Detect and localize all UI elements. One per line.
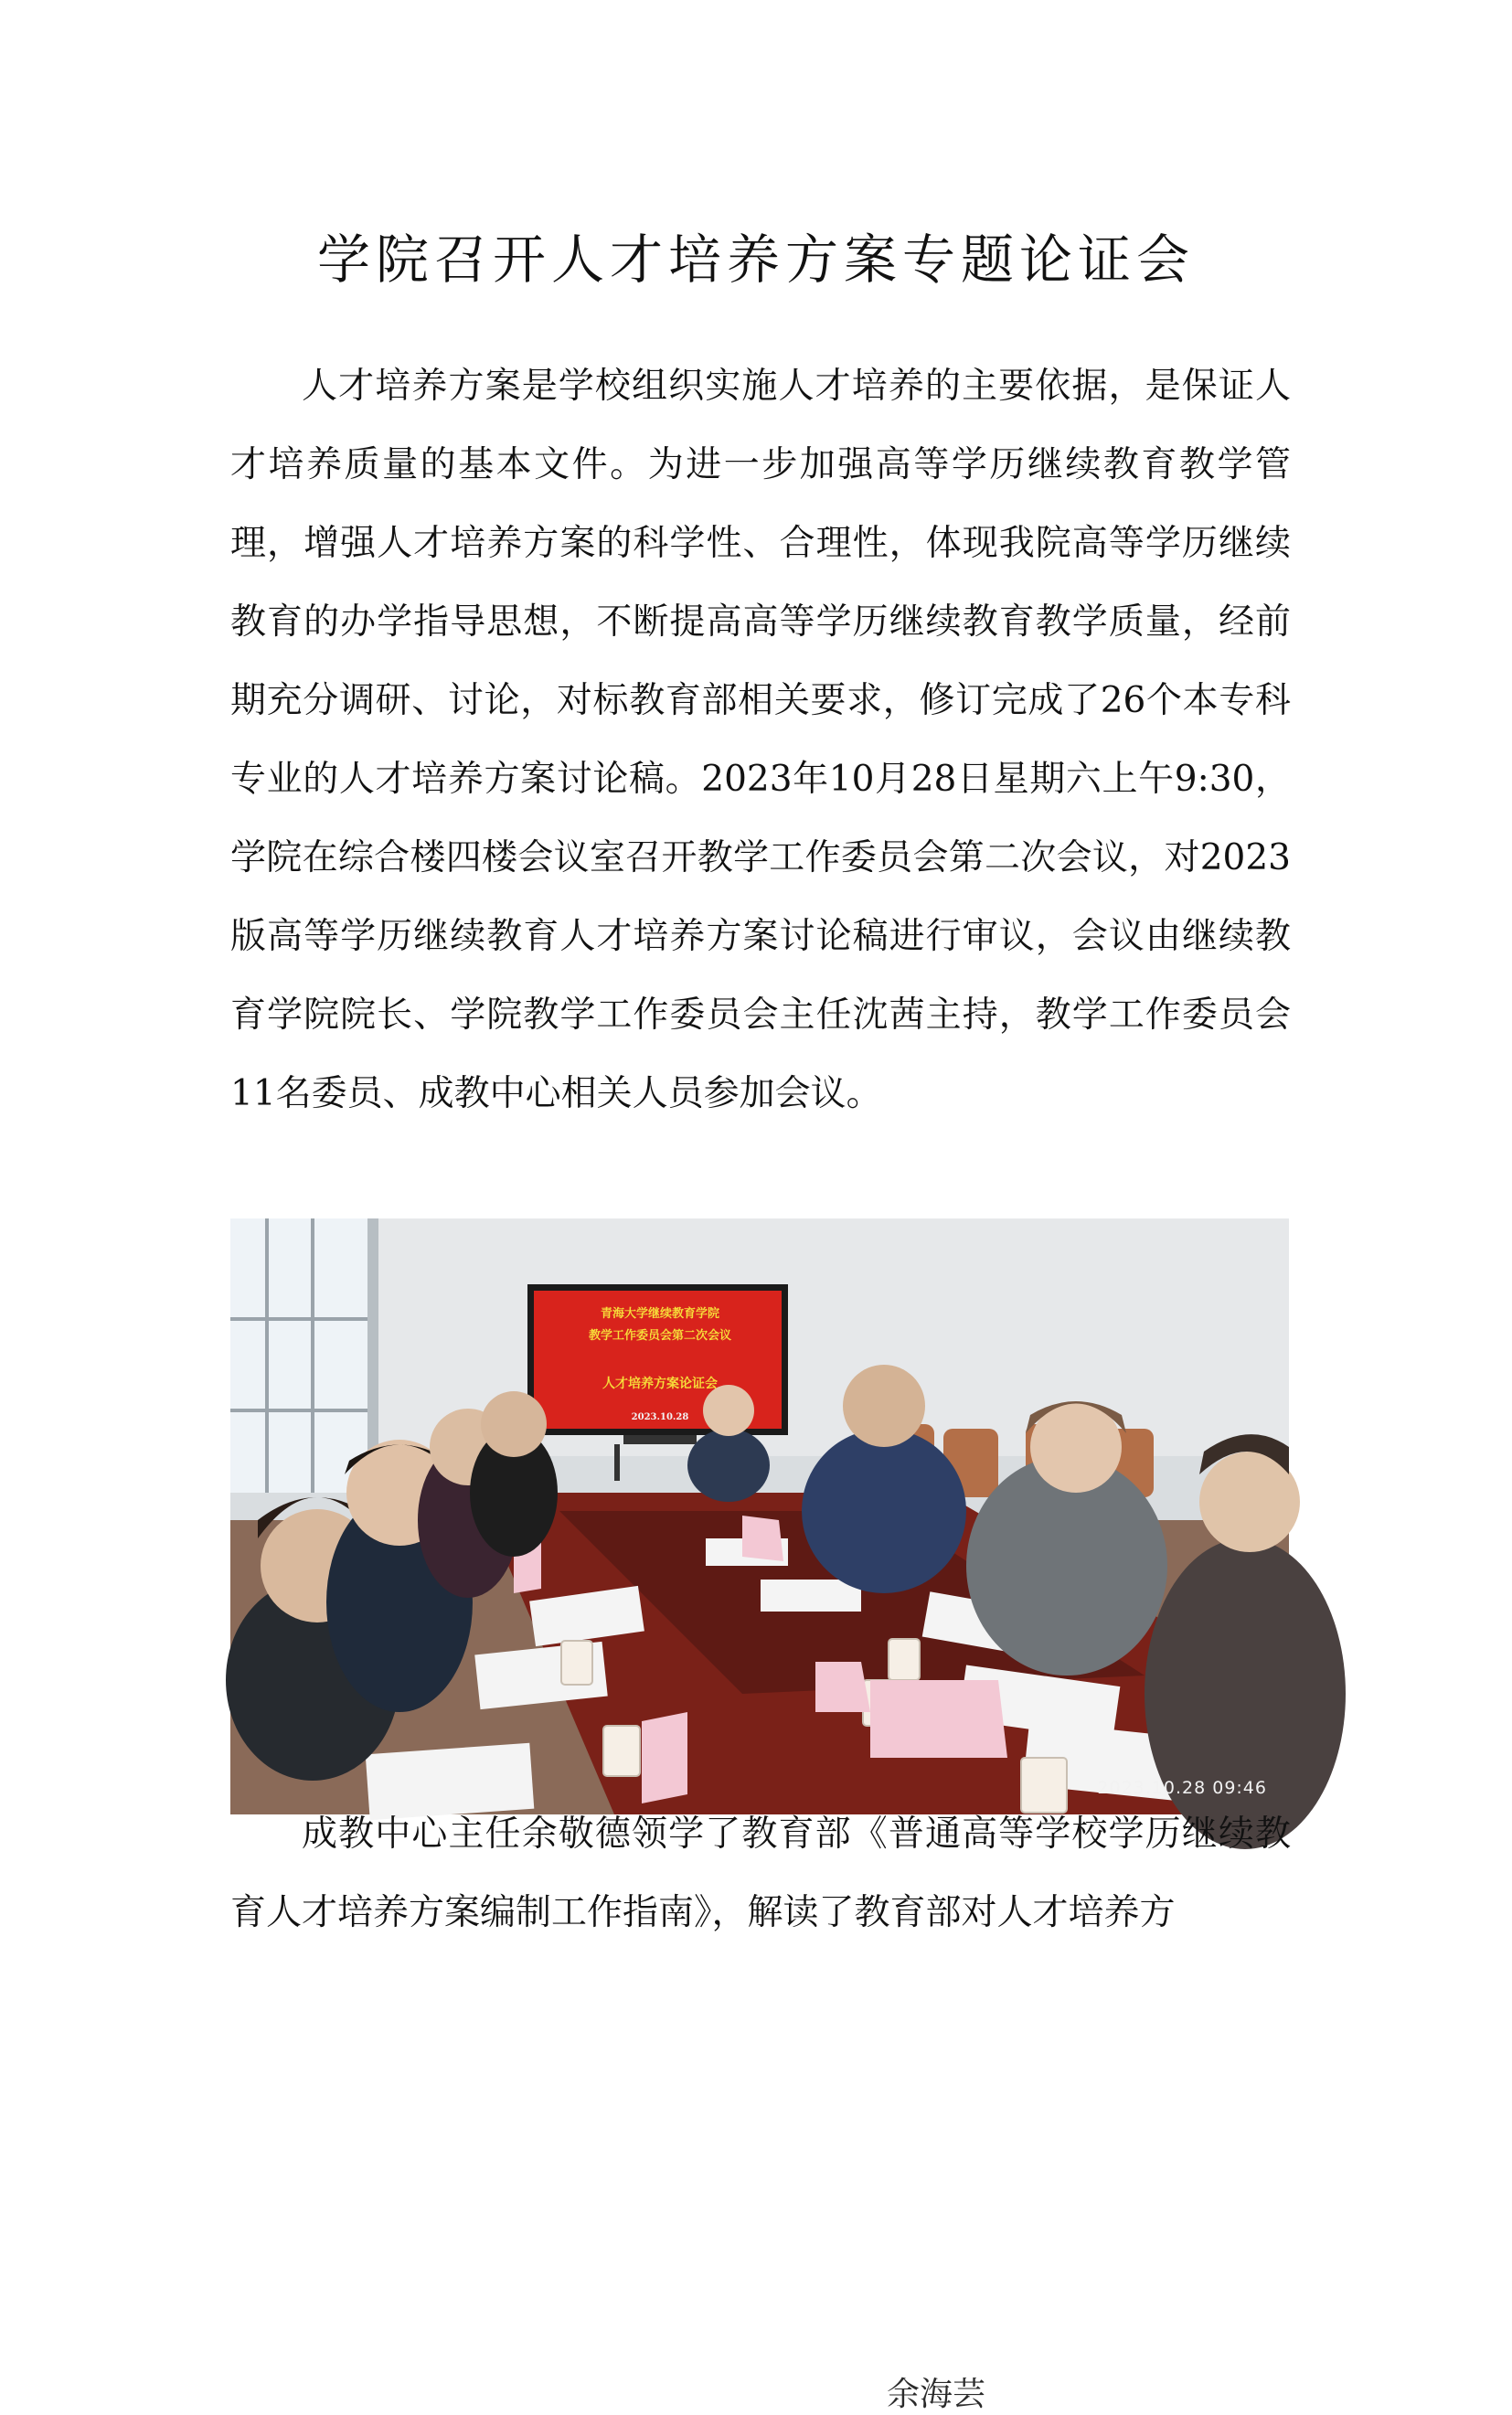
document-title: 学院召开人才培养方案专题论证会	[316, 228, 1195, 291]
nameplate-label: 余海芸	[887, 2376, 986, 2413]
screen-date: 2023.10.28	[631, 1412, 689, 1422]
body-paragraph-2: 成教中心主任余敬德领学了教育部《普通高等学校学历继续教育人才培养方案编制工作指南》，解读了教育部对人才培养方	[230, 1814, 1291, 1933]
body-paragraph-1: 人才培养方案是学校组织实施人才培养的主要依据，是保证人才培养质量的基本文件。为进一步加强高等学历继续教育教学管理，增强人才培养方案的科学性、合理性，体现我院高等学历继续教育的办学指导思想，不断提高高等学历继续教育教学质量，经前期充分调研、讨论，对标教育部相关要求，修订完成了26个本专科专业的人才培养方案讨论稿。2023年10月28日星期六上午9:30，学院在综合楼四楼会议室召开教学工作委员会第二次会议，对2023版高等学历继续教育人才培养方案讨论稿进行审议，会议由继续教育学院院长、学院教学工作委员会主任沈茜主持，教学工作委员会11名委员、成教中心相关人员参加会议。	[230, 366, 1291, 1114]
screen-line-2: 教学工作委员会第二次会议	[588, 1329, 731, 1343]
screen-line-1: 青海大学继续教育学院	[600, 1307, 719, 1321]
photo-timestamp: 2023.10.28 09:46	[1097, 1778, 1267, 1798]
screen-line-3: 人才培养方案论证会	[602, 1377, 718, 1391]
